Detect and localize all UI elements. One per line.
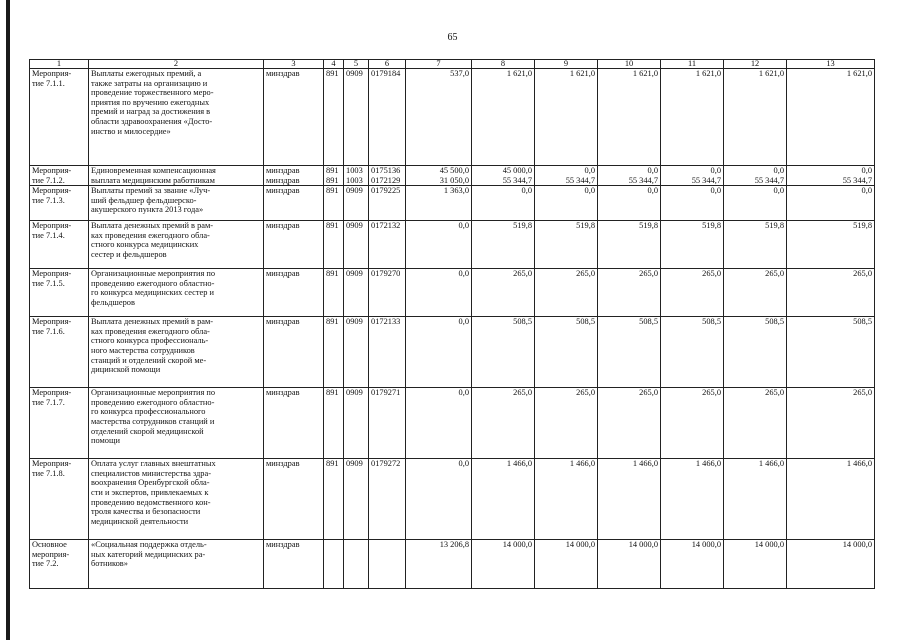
code-grbs-cell: 891 891 (324, 166, 344, 186)
header-cell: 9 (535, 60, 598, 69)
code-csr-cell: 0172132 (369, 221, 406, 269)
table-row (30, 186, 875, 221)
value-col-7-cell: 0,0 (406, 221, 472, 269)
value-col-7-cell: 1 363,0 (406, 186, 472, 221)
value-col-12-cell: 0,0 55 344,7 (724, 166, 787, 186)
executor-cell: минздрав (264, 540, 324, 589)
header-cell: 12 (724, 60, 787, 69)
measure-code-cell: Мероприя- тие 7.1.4. (30, 221, 89, 269)
value-col-13-cell: 0,0 (787, 186, 875, 221)
value-col-10-cell: 0,0 55 344,7 (598, 166, 661, 186)
value-col-9-cell: 508,5 (535, 317, 598, 388)
measure-description-cell: Оплата услуг главных внештатных специалистов министерства здра- воохранения Оренбургской обла- сти и экспертов, привлекаемых к проведению ведомственного кон- троля качества и безопасности медицинской деятельности (89, 459, 264, 540)
measure-code-cell: Мероприя- тие 7.1.8. (30, 459, 89, 540)
value-col-9-cell: 1 621,0 (535, 69, 598, 166)
code-rzpr-cell: 1003 1003 (344, 166, 369, 186)
value-col-7-cell: 13 206,8 (406, 540, 472, 589)
value-col-9-cell: 0,0 55 344,7 (535, 166, 598, 186)
header-cell: 13 (787, 60, 875, 69)
measure-code-cell: Мероприя- тие 7.1.6. (30, 317, 89, 388)
value-col-8-cell: 265,0 (472, 388, 535, 459)
code-rzpr-cell: 0909 (344, 69, 369, 166)
code-csr-cell: 0172133 (369, 317, 406, 388)
value-col-13-cell: 265,0 (787, 269, 875, 317)
measure-description-cell: Организационные мероприятия по проведению ежегодного областно- го конкурса медицинских сестер и фельдшеров (89, 269, 264, 317)
value-col-9-cell: 0,0 (535, 186, 598, 221)
value-col-11-cell: 265,0 (661, 269, 724, 317)
value-col-10-cell: 508,5 (598, 317, 661, 388)
measure-code-cell: Мероприя- тие 7.1.7. (30, 388, 89, 459)
table-row (30, 221, 875, 269)
page-number: 65 (447, 32, 458, 43)
table-row (30, 540, 875, 589)
code-csr-cell (369, 540, 406, 589)
measure-description-cell: Организационные мероприятия по проведению ежегодного областно- го конкурса профессионального мастерства сотрудников станций и отделений скорой медицинской помощи (89, 388, 264, 459)
value-col-13-cell: 1 621,0 (787, 69, 875, 166)
measure-code-cell: Мероприя- тие 7.1.2. (30, 166, 89, 186)
header-cell: 8 (472, 60, 535, 69)
value-col-10-cell: 265,0 (598, 388, 661, 459)
value-col-11-cell: 1 621,0 (661, 69, 724, 166)
value-col-12-cell: 265,0 (724, 269, 787, 317)
code-csr-cell: 0175136 0172129 (369, 166, 406, 186)
value-col-10-cell: 265,0 (598, 269, 661, 317)
table-row (30, 459, 875, 540)
executor-cell: минздрав (264, 186, 324, 221)
header-cell: 6 (369, 60, 406, 69)
code-grbs-cell: 891 (324, 186, 344, 221)
table-row (30, 69, 875, 166)
table-row (30, 166, 875, 186)
code-rzpr-cell: 0909 (344, 221, 369, 269)
value-col-13-cell: 1 466,0 (787, 459, 875, 540)
measure-description-cell: Выплаты премий за звание «Луч- ший фельдшер фельдшерско- акушерского пункта 2013 года» (89, 186, 264, 221)
value-col-8-cell: 14 000,0 (472, 540, 535, 589)
value-col-12-cell: 1 466,0 (724, 459, 787, 540)
table-row (30, 269, 875, 317)
value-col-13-cell: 265,0 (787, 388, 875, 459)
code-rzpr-cell: 0909 (344, 388, 369, 459)
value-col-8-cell: 265,0 (472, 269, 535, 317)
executor-cell: минздрав (264, 459, 324, 540)
executor-cell: минздрав (264, 388, 324, 459)
measure-description-cell: «Социальная поддержка отдель- ных категорий медицинских ра- ботников» (89, 540, 264, 589)
value-col-12-cell: 508,5 (724, 317, 787, 388)
header-cell: 7 (406, 60, 472, 69)
header-cell: 11 (661, 60, 724, 69)
code-rzpr-cell (344, 540, 369, 589)
value-col-11-cell: 1 466,0 (661, 459, 724, 540)
table-row (30, 388, 875, 459)
code-rzpr-cell: 0909 (344, 269, 369, 317)
header-cell: 10 (598, 60, 661, 69)
value-col-11-cell: 0,0 (661, 186, 724, 221)
value-col-8-cell: 1 621,0 (472, 69, 535, 166)
measure-code-cell: Мероприя- тие 7.1.3. (30, 186, 89, 221)
value-col-11-cell: 0,0 55 344,7 (661, 166, 724, 186)
value-col-12-cell: 0,0 (724, 186, 787, 221)
executor-cell: минздрав (264, 269, 324, 317)
value-col-13-cell: 519,8 (787, 221, 875, 269)
code-rzpr-cell: 0909 (344, 459, 369, 540)
measure-code-cell: Мероприя- тие 7.1.5. (30, 269, 89, 317)
header-cell: 2 (89, 60, 264, 69)
value-col-10-cell: 14 000,0 (598, 540, 661, 589)
value-col-11-cell: 508,5 (661, 317, 724, 388)
executor-cell: минздрав (264, 221, 324, 269)
header-cell: 4 (324, 60, 344, 69)
value-col-11-cell: 519,8 (661, 221, 724, 269)
table-row (30, 317, 875, 388)
measure-description-cell: Выплаты ежегодных премий, а также затраты на организацию и проведение торжественного меро- приятия по вручению ежегодных премий и наград за достижения в области здравоохранения «Досто- инство и милосердие» (89, 69, 264, 166)
value-col-9-cell: 1 466,0 (535, 459, 598, 540)
value-col-12-cell: 265,0 (724, 388, 787, 459)
measure-description-cell: Единовременная компенсационная выплата медицинским работникам (89, 166, 264, 186)
value-col-10-cell: 1 466,0 (598, 459, 661, 540)
code-grbs-cell: 891 (324, 221, 344, 269)
value-col-12-cell: 519,8 (724, 221, 787, 269)
code-csr-cell: 0179272 (369, 459, 406, 540)
measure-code-cell: Мероприя- тие 7.1.1. (30, 69, 89, 166)
value-col-8-cell: 519,8 (472, 221, 535, 269)
value-col-9-cell: 265,0 (535, 269, 598, 317)
value-col-9-cell: 14 000,0 (535, 540, 598, 589)
value-col-11-cell: 265,0 (661, 388, 724, 459)
value-col-8-cell: 508,5 (472, 317, 535, 388)
measure-description-cell: Выплата денежных премий в рам- ках проведения ежегодного обла- стного конкурса профессиональ- ного мастерства сотрудников станций и отделений скорой ме- дицинской помощи (89, 317, 264, 388)
value-col-13-cell: 0,0 55 344,7 (787, 166, 875, 186)
code-grbs-cell: 891 (324, 459, 344, 540)
code-grbs-cell: 891 (324, 269, 344, 317)
code-csr-cell: 0179270 (369, 269, 406, 317)
value-col-7-cell: 0,0 (406, 459, 472, 540)
value-col-12-cell: 14 000,0 (724, 540, 787, 589)
value-col-8-cell: 45 000,0 55 344,7 (472, 166, 535, 186)
value-col-13-cell: 508,5 (787, 317, 875, 388)
value-col-7-cell: 0,0 (406, 317, 472, 388)
value-col-12-cell: 1 621,0 (724, 69, 787, 166)
value-col-7-cell: 537,0 (406, 69, 472, 166)
code-grbs-cell: 891 (324, 388, 344, 459)
value-col-9-cell: 265,0 (535, 388, 598, 459)
code-csr-cell: 0179184 (369, 69, 406, 166)
value-col-7-cell: 0,0 (406, 269, 472, 317)
value-col-10-cell: 519,8 (598, 221, 661, 269)
header-row (30, 60, 875, 69)
code-csr-cell: 0179271 (369, 388, 406, 459)
code-csr-cell: 0179225 (369, 186, 406, 221)
executor-cell: минздрав (264, 69, 324, 166)
value-col-8-cell: 1 466,0 (472, 459, 535, 540)
code-grbs-cell (324, 540, 344, 589)
value-col-11-cell: 14 000,0 (661, 540, 724, 589)
executor-cell: минздрав минздрав (264, 166, 324, 186)
code-grbs-cell: 891 (324, 317, 344, 388)
value-col-9-cell: 519,8 (535, 221, 598, 269)
value-col-8-cell: 0,0 (472, 186, 535, 221)
value-col-7-cell: 0,0 (406, 388, 472, 459)
code-grbs-cell: 891 (324, 69, 344, 166)
scan-edge (6, 0, 10, 640)
executor-cell: минздрав (264, 317, 324, 388)
value-col-13-cell: 14 000,0 (787, 540, 875, 589)
code-rzpr-cell: 0909 (344, 317, 369, 388)
measure-code-cell: Основное мероприя- тие 7.2. (30, 540, 89, 589)
measure-description-cell: Выплата денежных премий в рам- ках проведения ежегодного обла- стного конкурса медицинских сестер и фельдшеров (89, 221, 264, 269)
value-col-10-cell: 0,0 (598, 186, 661, 221)
header-cell: 3 (264, 60, 324, 69)
value-col-7-cell: 45 500,0 31 050,0 (406, 166, 472, 186)
value-col-10-cell: 1 621,0 (598, 69, 661, 166)
header-cell: 5 (344, 60, 369, 69)
code-rzpr-cell: 0909 (344, 186, 369, 221)
budget-table (29, 59, 875, 589)
header-cell: 1 (30, 60, 89, 69)
